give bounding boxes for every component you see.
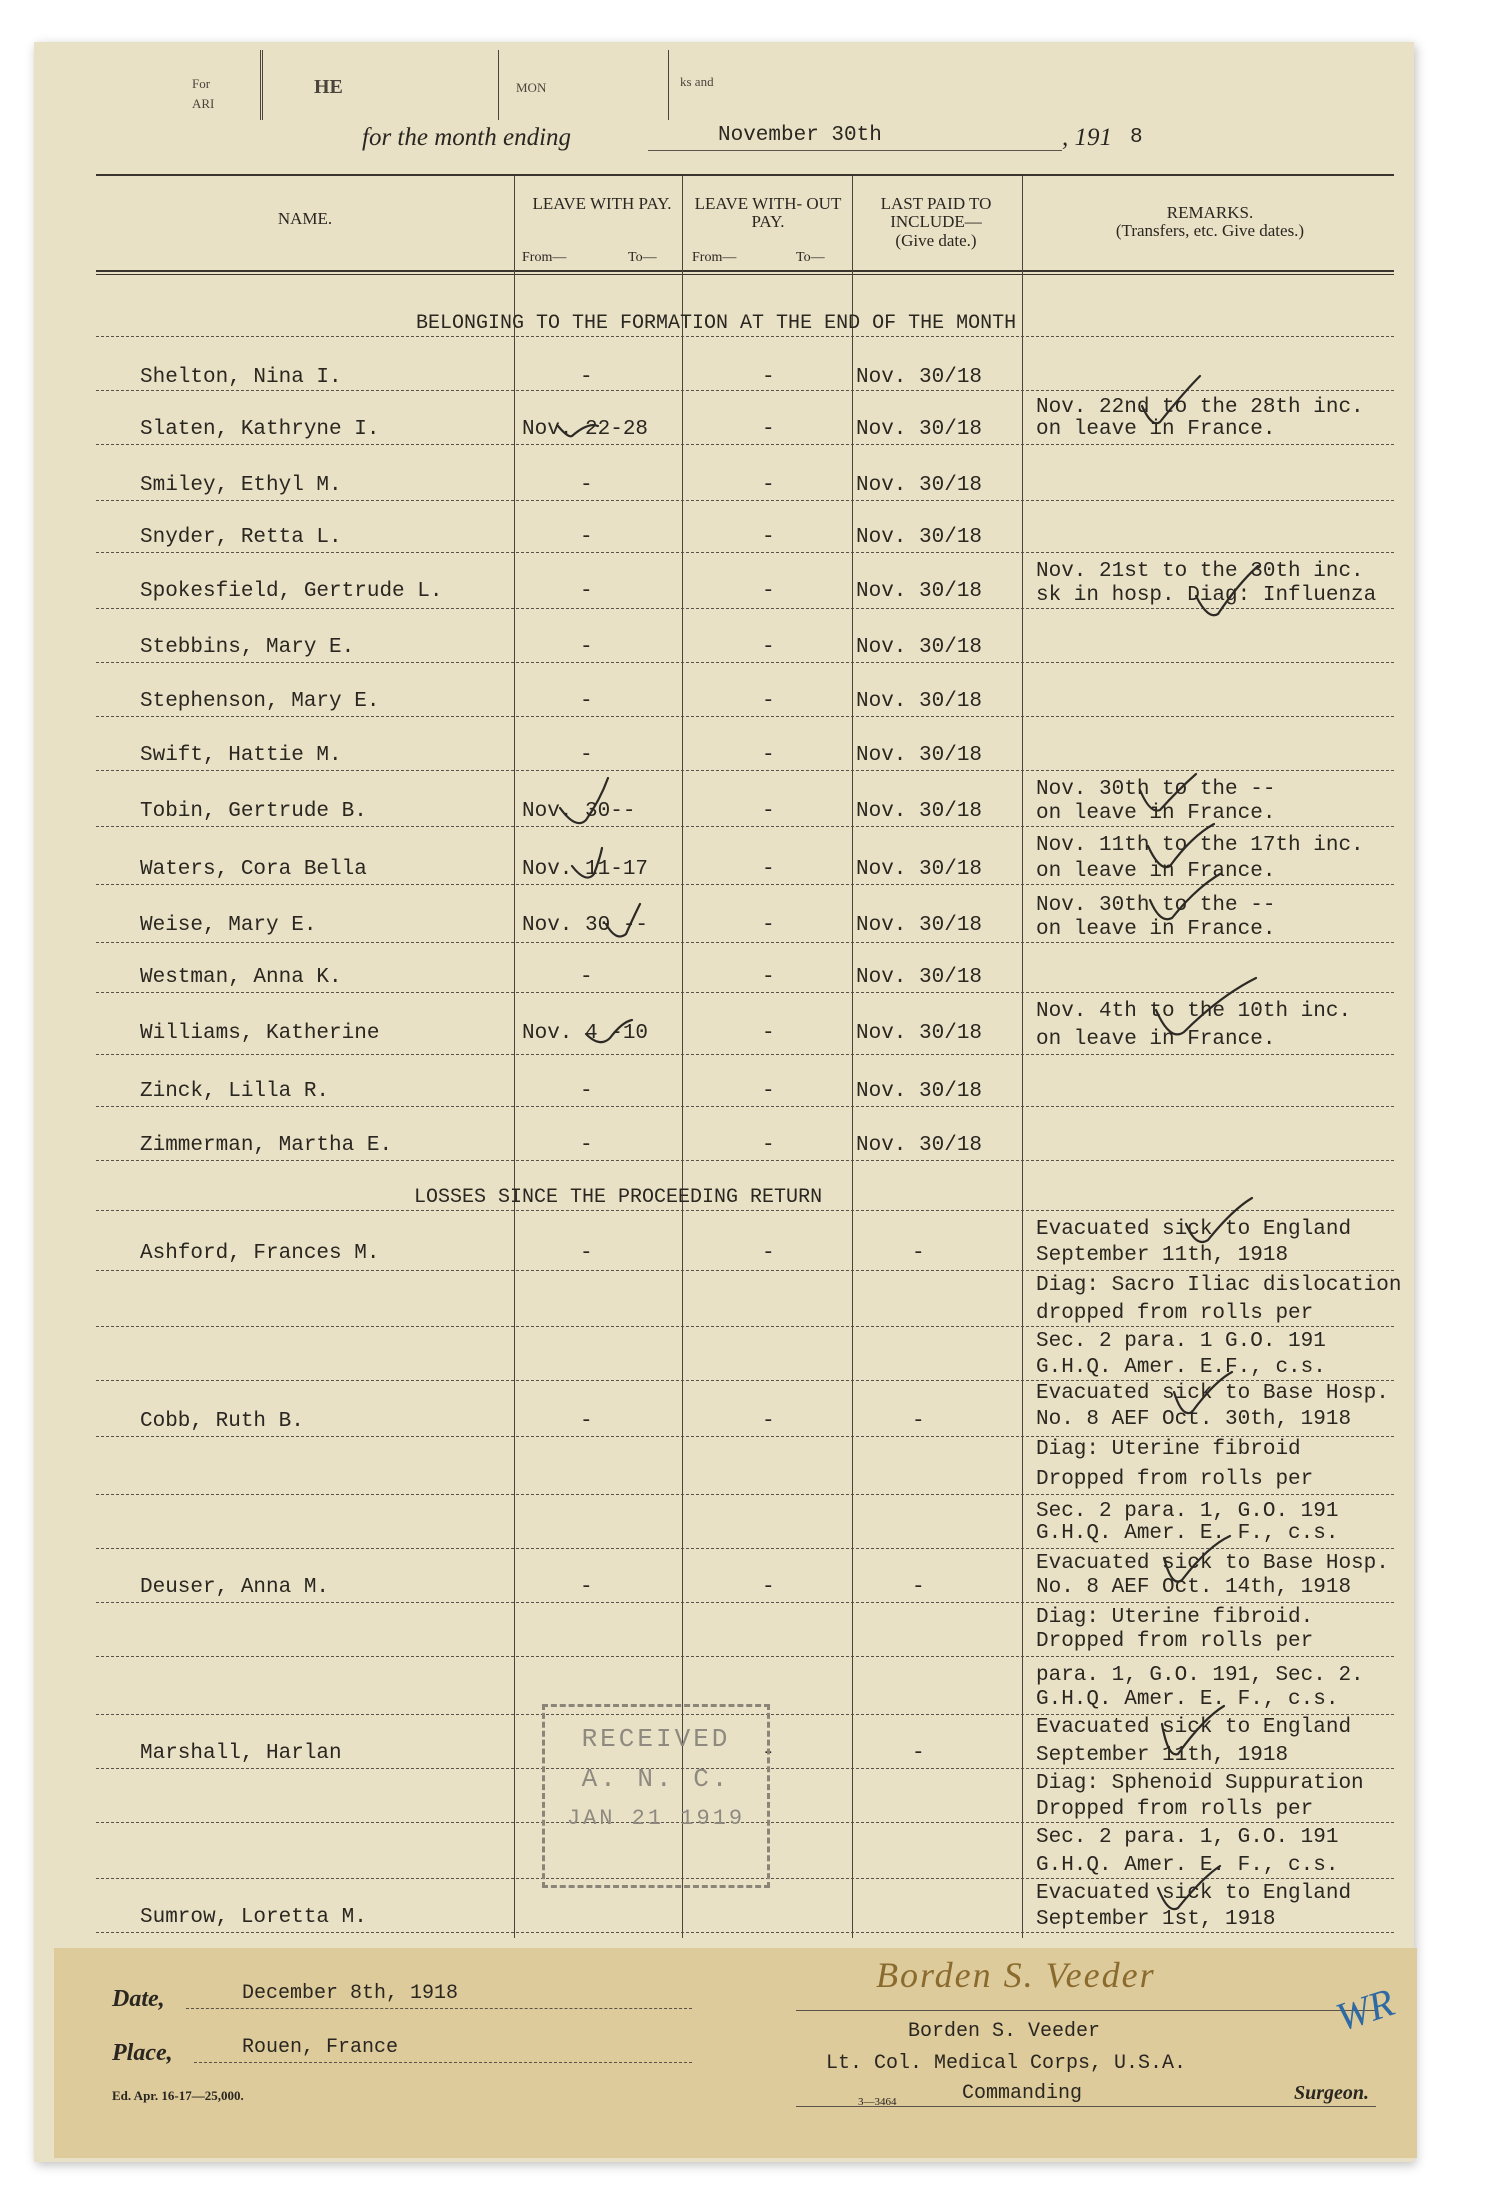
checkmark-icon: [1158, 1866, 1220, 1909]
checkmark-icon: [1162, 1706, 1224, 1754]
row-remarks-2: on leave in France.: [1036, 418, 1276, 441]
loss-remark-line: September 1st, 1918: [1036, 1908, 1276, 1931]
section-heading-losses: LOSSES SINCE THE PROCEEDING RETURN: [414, 1186, 823, 1209]
loss-leave-without-pay: -: [762, 1742, 775, 1765]
loss-remark-line: Sec. 2 para. 1, G.O. 191: [1036, 1500, 1339, 1523]
row-last-paid: Nov. 30/18: [856, 744, 983, 767]
loss-remark-line: Diag: Sacro Iliac dislocation: [1036, 1274, 1402, 1297]
surgeon-label: Surgeon.: [1294, 2082, 1370, 2104]
loss-remark-line: Evacuated sick to England: [1036, 1716, 1352, 1739]
loss-last-paid: -: [912, 1742, 925, 1765]
col-header-from: From—: [522, 250, 567, 265]
signature-line: [796, 2010, 1376, 2011]
row-name: Spokesfield, Gertrude L.: [140, 580, 443, 603]
loss-remark-line: G.H.Q. Amer. E. F., c.s.: [1036, 1522, 1339, 1545]
row-last-paid: Nov. 30/18: [856, 526, 983, 549]
row-name: Waters, Cora Bella: [140, 858, 367, 881]
row-last-paid: Nov. 30/18: [856, 366, 983, 389]
col-header-to: To—: [796, 250, 825, 265]
stamp-line-2: A. N. C.: [581, 1764, 731, 1794]
row-leave-with-pay: -: [580, 690, 593, 713]
checkmark-icon: [1196, 566, 1258, 615]
row-remarks-1: Nov. 22nd to the 28th inc.: [1036, 396, 1364, 419]
loss-last-paid: -: [912, 1576, 925, 1599]
row-leave-with-pay: -: [580, 744, 593, 767]
loss-remark-line: Dropped from rolls per: [1036, 1630, 1314, 1653]
row-leave-without-pay: -: [762, 858, 775, 881]
loss-last-paid: -: [912, 1242, 925, 1265]
year-prefix: , 191: [1062, 124, 1112, 151]
row-leave-without-pay: -: [762, 580, 775, 603]
checkmark-icon: [606, 904, 640, 936]
row-name: Williams, Katherine: [140, 1022, 380, 1045]
checkmark-icon: [1142, 376, 1200, 423]
section-heading-belonging: BELONGING TO THE FORMATION AT THE END OF THE MONTH: [416, 312, 1017, 335]
place-underline: [194, 2062, 692, 2063]
checkmark-icon: [1140, 774, 1196, 811]
date-underline: [186, 2008, 692, 2009]
row-leave-with-pay: -: [580, 636, 593, 659]
row-last-paid: Nov. 30/18: [856, 474, 983, 497]
loss-remark-line: dropped from rolls per: [1036, 1302, 1314, 1325]
row-name: Smiley, Ethyl M.: [140, 474, 342, 497]
row-leave-without-pay: -: [762, 1080, 775, 1103]
row-remarks-1: Nov. 30th to the --: [1036, 894, 1276, 917]
loss-leave-without-pay: -: [762, 1410, 775, 1433]
checkmark-icon: [1164, 1536, 1230, 1582]
row-name: Westman, Anna K.: [140, 966, 342, 989]
loss-remark-line: September 11th, 1918: [1036, 1744, 1289, 1767]
loss-leave-with-pay: -: [580, 1576, 593, 1599]
date-label: Date,: [112, 1986, 165, 2012]
col-header-from: From—: [692, 250, 737, 265]
row-leave-with-pay: -: [580, 474, 593, 497]
loss-remark-line: Sec. 2 para. 1, G.O. 191: [1036, 1826, 1339, 1849]
checkmark-icon: [558, 425, 598, 436]
signature: Borden S. Veeder: [876, 1955, 1156, 1995]
margin-fragment: ARI: [192, 96, 215, 111]
edition-note: Ed. Apr. 16-17—25,000.: [112, 2088, 244, 2103]
commanding-label: Commanding: [962, 2082, 1083, 2105]
row-last-paid: Nov. 30/18: [856, 690, 983, 713]
stamp-line-1: RECEIVED: [581, 1724, 731, 1754]
row-last-paid: Nov. 30/18: [856, 966, 983, 989]
signer-name: Borden S. Veeder: [908, 2020, 1101, 2043]
loss-remark-line: Sec. 2 para. 1 G.O. 191: [1036, 1330, 1326, 1353]
row-leave-with-pay: -: [580, 580, 593, 603]
row-leave-without-pay: -: [762, 1022, 775, 1045]
row-remarks-2: on leave in France.: [1036, 860, 1276, 883]
loss-remark-line: Diag: Uterine fibroid: [1036, 1438, 1301, 1461]
loss-remark-line: Diag: Uterine fibroid.: [1036, 1606, 1314, 1629]
loss-leave-with-pay: -: [580, 1410, 593, 1433]
col-header-last-paid: LAST PAID TO INCLUDE—: [880, 194, 992, 231]
row-leave-without-pay: -: [762, 914, 775, 937]
row-remarks-2: on leave in France.: [1036, 1028, 1276, 1051]
initials-mark: WR: [1330, 1979, 1400, 2040]
loss-remark-line: Evacuated sick to England: [1036, 1882, 1352, 1905]
row-name: Snyder, Retta L.: [140, 526, 342, 549]
loss-remark-line: September 11th, 1918: [1036, 1244, 1289, 1267]
row-leave-without-pay: -: [762, 474, 775, 497]
row-leave-without-pay: -: [762, 526, 775, 549]
stamp-line-3: JAN 21 1919: [566, 1806, 746, 1831]
loss-remark-line: No. 8 AEF Oct. 14th, 1918: [1036, 1576, 1352, 1599]
row-leave-with-pay: Nov. 4 -10: [522, 1022, 649, 1045]
row-last-paid: Nov. 30/18: [856, 914, 983, 937]
loss-remark-line: Dropped from rolls per: [1036, 1468, 1314, 1491]
margin-fragment: For: [192, 76, 211, 91]
loss-last-paid: -: [912, 1410, 925, 1433]
row-leave-with-pay: -: [580, 966, 593, 989]
row-last-paid: Nov. 30/18: [856, 1080, 983, 1103]
signer-title: Lt. Col. Medical Corps, U.S.A.: [826, 2052, 1187, 2075]
loss-remark-line: G.H.Q. Amer. E. F., c.s.: [1036, 1854, 1339, 1877]
loss-remark-line: Evacuated sick to England: [1036, 1218, 1352, 1241]
row-last-paid: Nov. 30/18: [856, 580, 983, 603]
month-value: November 30th: [718, 124, 882, 147]
checkmark-icon: [560, 778, 608, 823]
month-label: for the month ending: [362, 124, 572, 151]
loss-leave-without-pay: -: [762, 1242, 775, 1265]
row-leave-with-pay: -: [580, 526, 593, 549]
row-leave-with-pay: Nov. 30--: [522, 800, 636, 823]
loss-name: Marshall, Harlan: [140, 1742, 342, 1765]
checkmark-icon: [586, 1020, 632, 1042]
margin-fragment: ks and: [680, 74, 714, 89]
row-leave-without-pay: -: [762, 690, 775, 713]
col-header-remarks-sub: (Transfers, etc. Give dates.): [1115, 221, 1305, 240]
loss-remark-line: Diag: Sphenoid Suppuration: [1036, 1772, 1364, 1795]
row-last-paid: Nov. 30/18: [856, 636, 983, 659]
row-last-paid: Nov. 30/18: [856, 1134, 983, 1157]
col-header-name: NAME.: [277, 209, 333, 228]
row-leave-without-pay: -: [762, 966, 775, 989]
loss-name: Sumrow, Loretta M.: [140, 1906, 367, 1929]
loss-name: Cobb, Ruth B.: [140, 1410, 304, 1433]
date-value: December 8th, 1918: [242, 1982, 459, 2005]
row-leave-without-pay: -: [762, 744, 775, 767]
checkmark-icon: [1150, 874, 1220, 919]
checkmark-icon: [1186, 1198, 1252, 1242]
row-leave-without-pay: -: [762, 636, 775, 659]
row-last-paid: Nov. 30/18: [856, 858, 983, 881]
row-name: Stephenson, Mary E.: [140, 690, 380, 713]
row-leave-with-pay: Nov. 30 --: [522, 914, 649, 937]
row-leave-without-pay: -: [762, 800, 775, 823]
row-leave-with-pay: -: [580, 1134, 593, 1157]
row-last-paid: Nov. 30/18: [856, 418, 983, 441]
col-header-remarks: REMARKS.: [1166, 203, 1254, 222]
col-header-to: To—: [628, 250, 657, 265]
checkmark-icon: [1156, 978, 1256, 1034]
row-last-paid: Nov. 30/18: [856, 1022, 983, 1045]
loss-leave-without-pay: -: [762, 1576, 775, 1599]
row-leave-with-pay: -: [580, 1080, 593, 1103]
col-header-last-paid-sub: (Give date.): [895, 231, 977, 250]
row-name: Zinck, Lilla R.: [140, 1080, 330, 1103]
checkmark-icon: [572, 848, 602, 878]
row-name: Swift, Hattie M.: [140, 744, 342, 767]
loss-remark-line: Dropped from rolls per: [1036, 1798, 1314, 1821]
loss-remark-line: Evacuated sick to Base Hosp.: [1036, 1382, 1389, 1405]
form-number: 3—3464: [858, 2096, 897, 2108]
row-remarks-1: Nov. 21st to the 30th inc.: [1036, 560, 1364, 583]
row-leave-without-pay: -: [762, 1134, 775, 1157]
row-remarks-2: on leave in France.: [1036, 918, 1276, 941]
place-value: Rouen, France: [242, 2036, 399, 2059]
row-name: Stebbins, Mary E.: [140, 636, 355, 659]
row-name: Tobin, Gertrude B.: [140, 800, 367, 823]
loss-remark-line: Evacuated sick to Base Hosp.: [1036, 1552, 1389, 1575]
loss-remark-line: G.H.Q. Amer. E.F., c.s.: [1036, 1356, 1326, 1379]
row-remarks-1: Nov. 4th to the 10th inc.: [1036, 1000, 1352, 1023]
year-suffix: 8: [1130, 126, 1143, 149]
row-remarks-1: Nov. 30th to the --: [1036, 778, 1276, 801]
row-leave-without-pay: -: [762, 366, 775, 389]
loss-leave-with-pay: -: [580, 1242, 593, 1265]
place-label: Place,: [112, 2040, 173, 2066]
row-name: Slaten, Kathryne I.: [140, 418, 380, 441]
row-name: Weise, Mary E.: [140, 914, 317, 937]
commanding-line: [796, 2106, 1376, 2107]
row-remarks-2: sk in hosp. Diag: Influenza: [1036, 584, 1377, 607]
row-remarks-2: on leave in France.: [1036, 802, 1276, 825]
loss-name: Deuser, Anna M.: [140, 1576, 330, 1599]
loss-remark-line: para. 1, G.O. 191, Sec. 2.: [1036, 1664, 1364, 1687]
col-header-leave-with-pay: LEAVE WITH PAY.: [532, 194, 672, 213]
row-leave-without-pay: -: [762, 418, 775, 441]
row-leave-with-pay: Nov. 22-28: [522, 418, 649, 441]
row-last-paid: Nov. 30/18: [856, 800, 983, 823]
margin-fragment: MON: [516, 80, 547, 95]
margin-fragment: HE: [314, 76, 343, 98]
loss-remark-line: No. 8 AEF Oct. 30th, 1918: [1036, 1408, 1352, 1431]
checkmark-icon: [1174, 1372, 1232, 1413]
checkmark-icon: [1148, 824, 1214, 867]
loss-remark-line: G.H.Q. Amer. E. F., c.s.: [1036, 1688, 1339, 1711]
col-header-leave-without-pay: LEAVE WITH- OUT PAY.: [694, 194, 842, 231]
row-name: Zimmerman, Martha E.: [140, 1134, 393, 1157]
row-name: Shelton, Nina I.: [140, 366, 342, 389]
row-leave-with-pay: Nov. 11-17: [522, 858, 649, 881]
row-leave-with-pay: -: [580, 366, 593, 389]
loss-name: Ashford, Frances M.: [140, 1242, 380, 1265]
row-remarks-1: Nov. 11th to the 17th inc.: [1036, 834, 1364, 857]
